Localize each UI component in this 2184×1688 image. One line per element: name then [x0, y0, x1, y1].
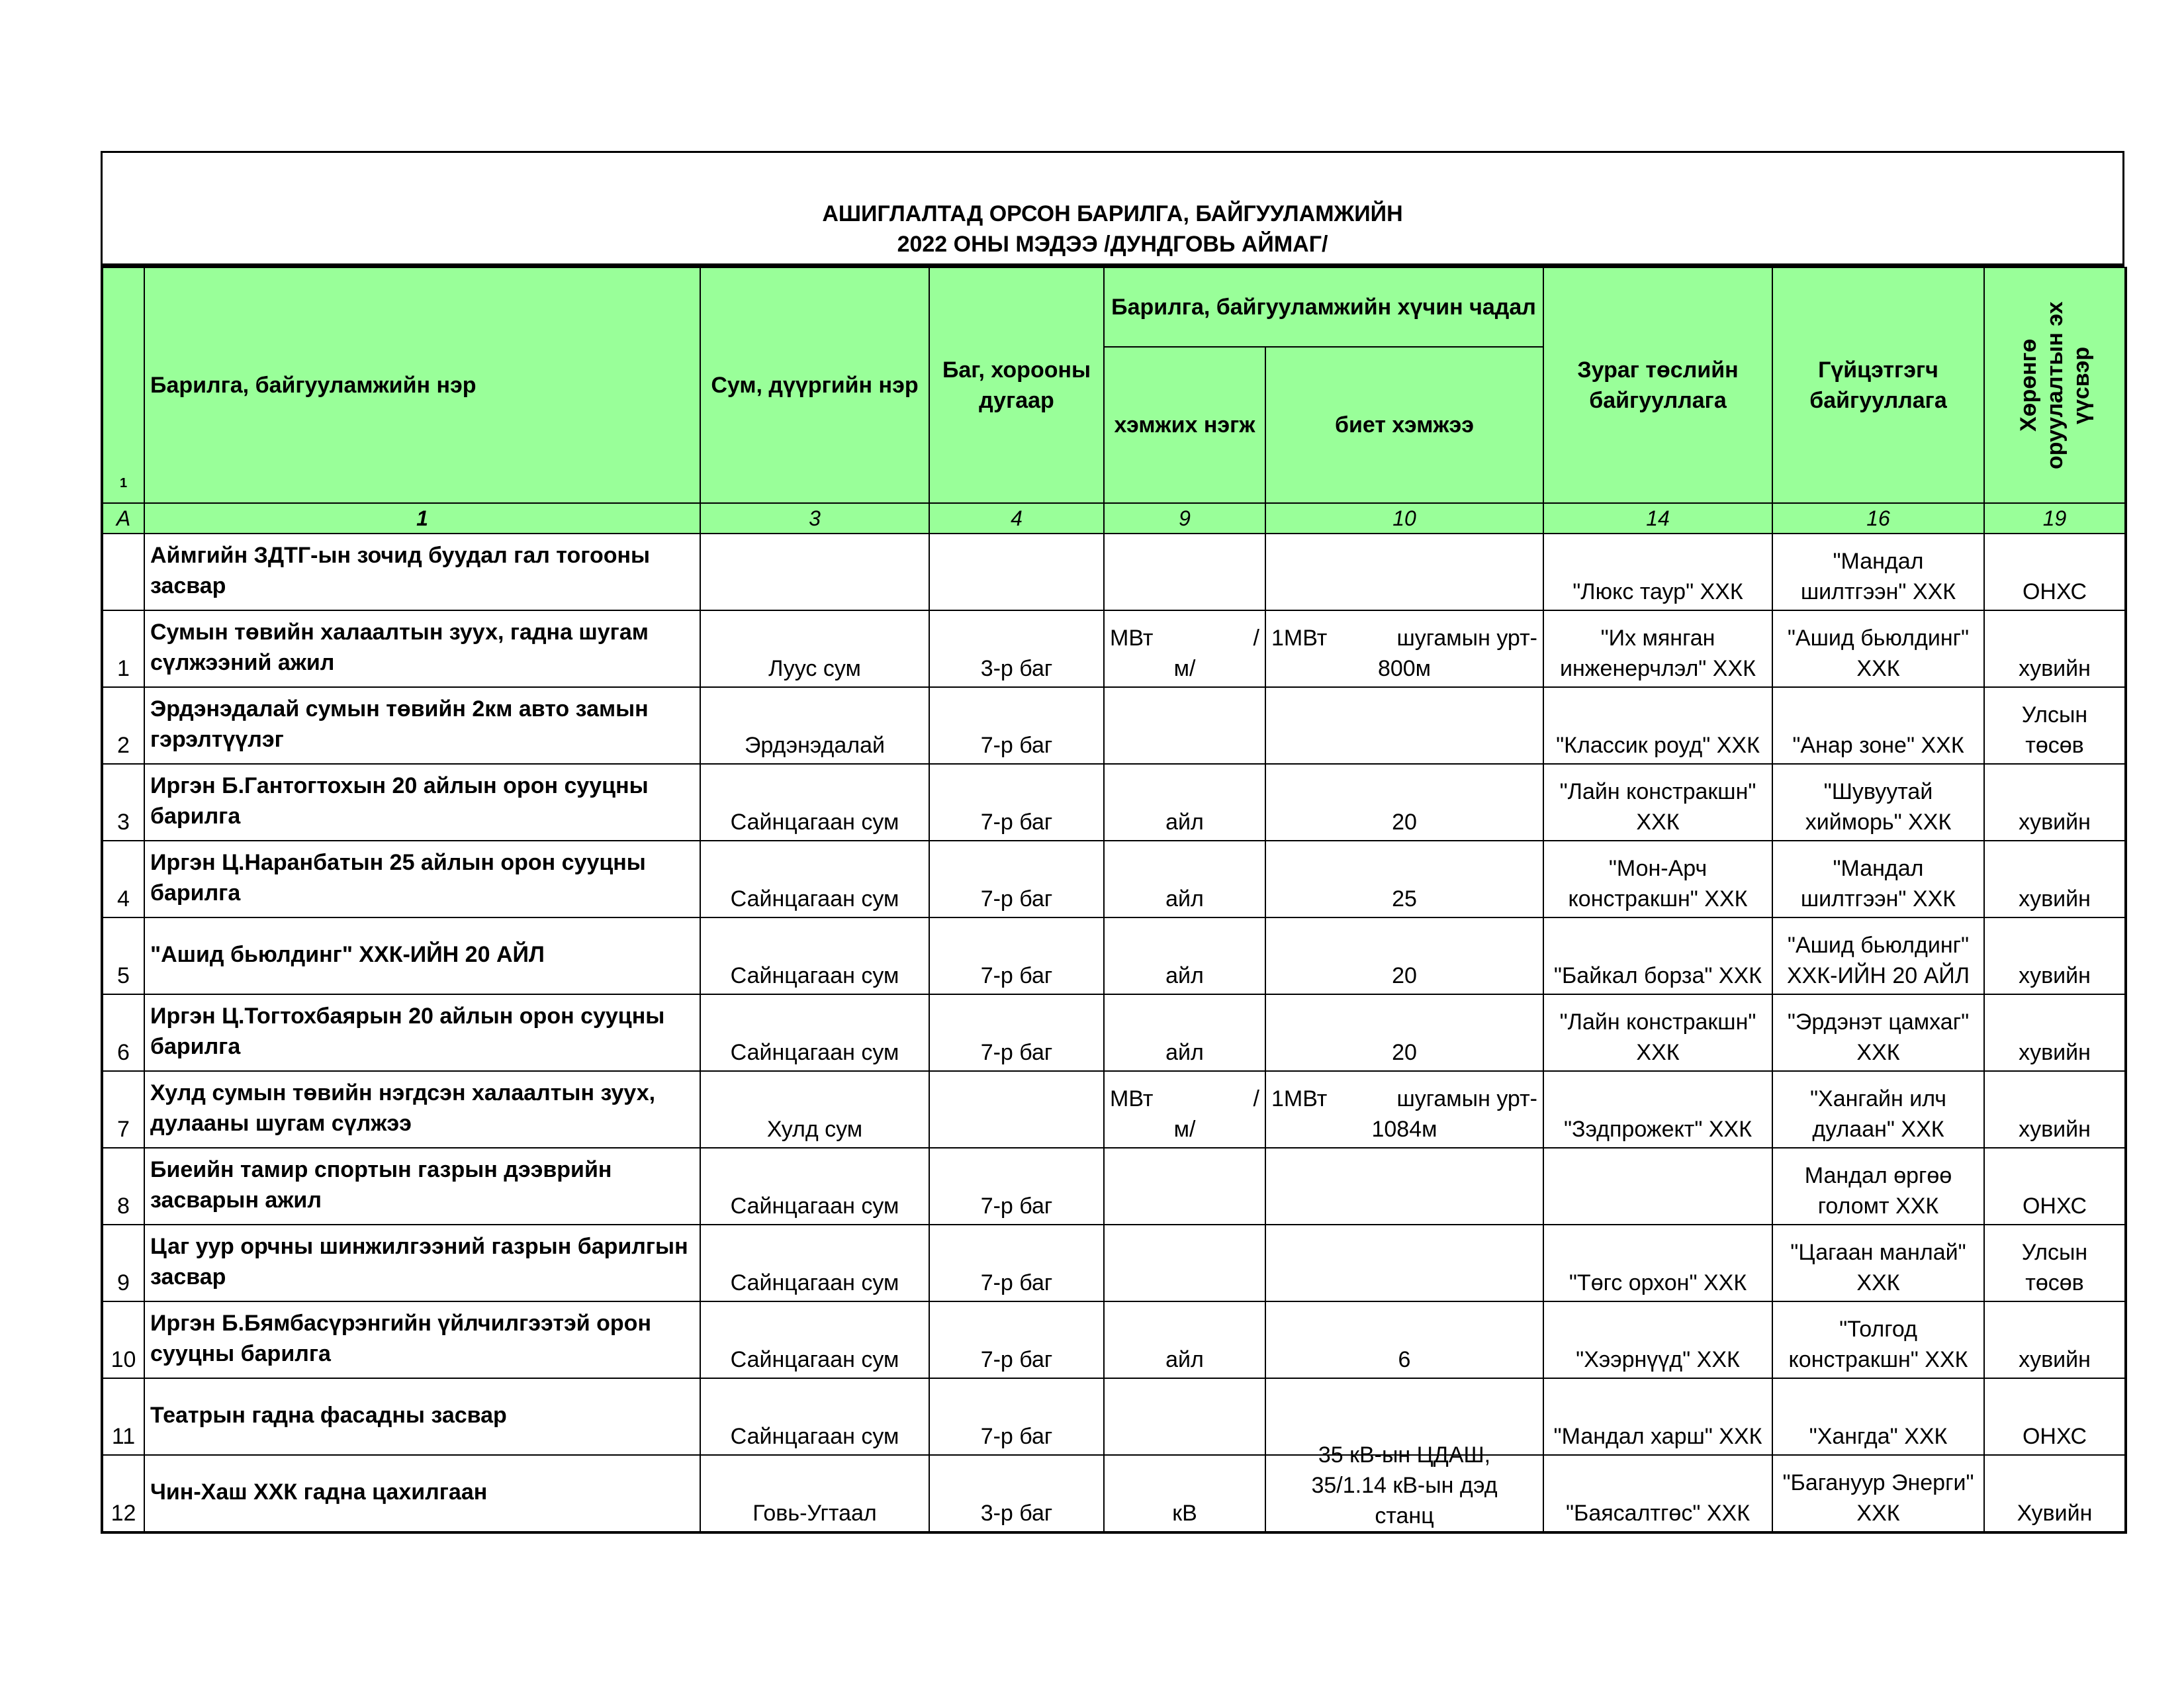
unit-part-c: м/: [1173, 656, 1196, 681]
funding-source: Улсын төсөв: [1984, 687, 2126, 764]
capacity-amount: [1265, 1442, 1543, 1532]
building-name: Эрдэнэдалай сумын төвийн 2км авто замын гэрэлтүүлэг: [144, 687, 700, 764]
funding-source: ОНХС: [1984, 534, 2126, 610]
funding-source: хувийн: [1984, 764, 2126, 841]
sum-name: Эрдэнэдалай: [700, 687, 929, 764]
table-row: [102, 1225, 2126, 1301]
capacity-amount: [1265, 1071, 1543, 1148]
sum-name: Сайнцагаан сум: [700, 841, 929, 917]
amount-line-mid: 35/1.14 кВ-ын дэд: [1311, 1473, 1498, 1498]
colnum-1: 1: [144, 503, 700, 534]
row-index: 1: [102, 610, 144, 687]
amount-part-a: 1МВт: [1271, 1086, 1328, 1111]
building-name: Иргэн Ц.Тогтохбаярын 20 айлын орон сууцны барилга: [144, 994, 700, 1071]
unit-part-a: МВт: [1110, 626, 1154, 651]
design-org: "Төгс орхон" ХХК: [1543, 1225, 1772, 1301]
header-contractor: Гүйцэтгэгч байгууллага: [1772, 267, 1984, 503]
bag-number: 7-р баг: [929, 1378, 1104, 1455]
row-index: 5: [102, 917, 144, 994]
header-name: Барилга, байгууламжийн нэр: [144, 267, 700, 503]
amount-part-b: шугамын урт-: [1396, 1086, 1537, 1111]
capacity-unit: [1104, 1148, 1265, 1225]
unit-split: [1110, 1084, 1259, 1114]
table-row: [102, 994, 2126, 1071]
row-index: 3: [102, 764, 144, 841]
row-index: 6: [102, 994, 144, 1071]
table-row: [102, 534, 2126, 610]
capacity-unit: [1104, 1071, 1265, 1148]
table-row: [102, 764, 2126, 841]
building-name: Биеийн тамир спортын газрын дээврийн засварын ажил: [144, 1148, 700, 1225]
bag-number: 7-р баг: [929, 994, 1104, 1071]
amount-clip-inner: [1266, 1440, 1543, 1531]
sum-name: [700, 534, 929, 610]
colnum-16: 16: [1772, 503, 1984, 534]
contractor-org: "Хангда" ХХК: [1772, 1378, 1984, 1455]
sum-name: Сайнцагаан сум: [700, 1225, 929, 1301]
sum-name: Сайнцагаан сум: [700, 764, 929, 841]
contractor-org: "Эрдэнэт цамхаг" ХХК: [1772, 994, 1984, 1071]
colnum-10: 10: [1265, 503, 1543, 534]
amount-part-c: 800м: [1377, 656, 1432, 681]
report-title-line2: 2022 ОНЫ МЭДЭЭ /ДУНДГОВЬ АЙМАГ/: [897, 232, 1328, 257]
building-name: Сумын төвийн халаалтын зуух, гадна шугам сүлжээний ажил: [144, 610, 700, 687]
table-row: [102, 1378, 2126, 1455]
table-row: [102, 1148, 2126, 1225]
unit-part-c: м/: [1173, 1117, 1196, 1142]
capacity-unit: [1104, 534, 1265, 610]
design-org: "Байкал борза" ХХК: [1543, 917, 1772, 994]
header-bag: Баг, хорооны дугаар: [929, 267, 1104, 503]
contractor-org: "Мандал шилтгээн" ХХК: [1772, 534, 1984, 610]
bag-number: 7-р баг: [929, 841, 1104, 917]
unit-split: [1110, 623, 1259, 653]
building-name: Чин-Хаш ХХК гадна цахилгаан: [144, 1455, 700, 1532]
contractor-org: "Шувуутай хийморь" ХХК: [1772, 764, 1984, 841]
capacity-amount: [1265, 687, 1543, 764]
design-org: "Зэдпрожект" ХХК: [1543, 1071, 1772, 1148]
header-capacity: Барилга, байгууламжийн хүчин чадал: [1104, 267, 1543, 347]
amount-part-b: шугамын урт-: [1396, 626, 1537, 651]
header-index: 1: [102, 267, 144, 503]
sum-name: Говь-Угтаал: [700, 1455, 929, 1532]
design-org: "Люкс таур" ХХК: [1543, 534, 1772, 610]
design-org: "Хээрнүүд" ХХК: [1543, 1301, 1772, 1378]
header-source: [1984, 267, 2126, 503]
table-row: [102, 610, 2126, 687]
capacity-amount: [1265, 610, 1543, 687]
funding-source: Хувийн: [1984, 1455, 2126, 1532]
capacity-unit: [1104, 687, 1265, 764]
funding-source: хувийн: [1984, 994, 2126, 1071]
header-unit: хэмжих нэгж: [1104, 347, 1265, 503]
table-row: [102, 687, 2126, 764]
amount-line-bot: станц: [1375, 1503, 1434, 1528]
contractor-org: "Анар зоне" ХХК: [1772, 687, 1984, 764]
building-name: Аймгийн ЗДТГ-ын зочид буудал гал тогооны засвар: [144, 534, 700, 610]
design-org: "Лайн констракшн" ХХК: [1543, 764, 1772, 841]
contractor-org: "Цагаан манлай" ХХК: [1772, 1225, 1984, 1301]
sum-name: Сайнцагаан сум: [700, 994, 929, 1071]
contractor-org: "Ашид бьюлдинг" ХХК: [1772, 610, 1984, 687]
capacity-unit: [1104, 610, 1265, 687]
row-index: 10: [102, 1301, 144, 1378]
building-name: Хулд сумын төвийн нэгдсэн халаалтын зуух, дулааны шугам сүлжээ: [144, 1071, 700, 1148]
colnum-14: 14: [1543, 503, 1772, 534]
report-title-box: [101, 151, 2124, 267]
funding-source: ОНХС: [1984, 1148, 2126, 1225]
funding-source: хувийн: [1984, 841, 2126, 917]
row-index: 9: [102, 1225, 144, 1301]
funding-source: Улсын төсөв: [1984, 1225, 2126, 1301]
capacity-amount: [1265, 1148, 1543, 1225]
sum-name: Сайнцагаан сум: [700, 1148, 929, 1225]
capacity-unit: [1104, 1378, 1265, 1455]
amount-part-a: 1МВт: [1271, 626, 1328, 651]
design-org: [1543, 1148, 1772, 1225]
table-row: [102, 841, 2126, 917]
header-design: Зураг төслийн байгууллага: [1543, 267, 1772, 503]
building-name: Цаг уур орчны шинжилгээний газрын барилгын засвар: [144, 1225, 700, 1301]
design-org: "Классик роуд" ХХК: [1543, 687, 1772, 764]
bag-number: 7-р баг: [929, 1225, 1104, 1301]
bag-number: 7-р баг: [929, 1301, 1104, 1378]
report-title-line1: АШИГЛАЛТАД ОРСОН БАРИЛГА, БАЙГУУЛАМЖИЙН: [822, 201, 1403, 226]
unit-part-a: МВт: [1110, 1086, 1154, 1111]
unit-part-b: /: [1253, 1086, 1259, 1111]
design-org: "Мон-Арч констракшн" ХХК: [1543, 841, 1772, 917]
sum-name: Сайнцагаан сум: [700, 1301, 929, 1378]
design-org: "Их мянган инженерчлэл" ХХК: [1543, 610, 1772, 687]
colnum-a: A: [102, 503, 144, 534]
bag-number: [929, 1071, 1104, 1148]
capacity-amount: 20: [1265, 994, 1543, 1071]
building-name: Иргэн Ц.Наранбатын 25 айлын орон сууцны барилга: [144, 841, 700, 917]
row-index: [102, 534, 144, 610]
capacity-unit: айл: [1104, 917, 1265, 994]
capacity-amount: 25: [1265, 841, 1543, 917]
capacity-unit: [1104, 1225, 1265, 1301]
header-amount: биет хэмжээ: [1265, 347, 1543, 503]
funding-source: хувийн: [1984, 1301, 2126, 1378]
amount-split: [1271, 623, 1537, 653]
capacity-unit: айл: [1104, 841, 1265, 917]
building-name: Иргэн Б.Бямбасүрэнгийн үйлчилгээтэй орон сууцны барилга: [144, 1301, 700, 1378]
row-index: 7: [102, 1071, 144, 1148]
row-index: 11: [102, 1378, 144, 1455]
funding-source: хувийн: [1984, 610, 2126, 687]
building-name: "Ашид бьюлдинг" ХХК-ИЙН 20 АЙЛ: [144, 917, 700, 994]
row-index: 2: [102, 687, 144, 764]
unit-part-b: /: [1253, 626, 1259, 651]
row-index: 8: [102, 1148, 144, 1225]
colnum-4: 4: [929, 503, 1104, 534]
building-name: Иргэн Б.Гантогтохын 20 айлын орон сууцны барилга: [144, 764, 700, 841]
capacity-unit: айл: [1104, 764, 1265, 841]
contractor-org: "Хангайн илч дулаан" ХХК: [1772, 1071, 1984, 1148]
contractor-org: "Толгод констракшн" ХХК: [1772, 1301, 1984, 1378]
capacity-amount: 20: [1265, 764, 1543, 841]
table-row: [102, 1455, 2126, 1532]
capacity-unit: айл: [1104, 1301, 1265, 1378]
design-org: "Лайн констракшн" ХХК: [1543, 994, 1772, 1071]
colnum-19: 19: [1984, 503, 2126, 534]
report-sheet: [101, 151, 2124, 1534]
contractor-org: "Ашид бьюлдинг" ХХК-ИЙН 20 АЙЛ: [1772, 917, 1984, 994]
funding-source: хувийн: [1984, 917, 2126, 994]
amount-split: [1271, 1084, 1537, 1114]
amount-line-top: 35 кВ-ын ЦДАШ,: [1318, 1442, 1491, 1468]
construction-table: [101, 267, 2127, 1534]
sum-name: Сайнцагаан сум: [700, 1378, 929, 1455]
table-row: [102, 917, 2126, 994]
capacity-amount: [1265, 1225, 1543, 1301]
bag-number: [929, 534, 1104, 610]
header-source-text: Хөрөнгө оруулалтын эх үүсвэр: [2015, 301, 2094, 469]
capacity-unit: айл: [1104, 994, 1265, 1071]
capacity-amount: [1265, 534, 1543, 610]
bag-number: 7-р баг: [929, 764, 1104, 841]
contractor-org: "Багануур Энерги" ХХК: [1772, 1455, 1984, 1532]
row-index: 4: [102, 841, 144, 917]
header-sum: Сум, дүүргийн нэр: [700, 267, 929, 503]
amount-part-c: 1084м: [1371, 1117, 1437, 1142]
funding-source: хувийн: [1984, 1071, 2126, 1148]
capacity-amount: 6: [1265, 1301, 1543, 1378]
amount-clip: [1266, 1442, 1543, 1531]
bag-number: 7-р баг: [929, 917, 1104, 994]
building-name: Театрын гадна фасадны засвар: [144, 1378, 700, 1455]
bag-number: 3-р баг: [929, 610, 1104, 687]
capacity-amount: 20: [1265, 917, 1543, 994]
design-org: "Баясалтгөс" ХХК: [1543, 1455, 1772, 1532]
sum-name: Луус сум: [700, 610, 929, 687]
bag-number: 7-р баг: [929, 1148, 1104, 1225]
bag-number: 3-р баг: [929, 1455, 1104, 1532]
capacity-unit: кВ: [1104, 1455, 1265, 1532]
colnum-9: 9: [1104, 503, 1265, 534]
table-row: [102, 1301, 2126, 1378]
contractor-org: Мандал өргөө голомт ХХК: [1772, 1148, 1984, 1225]
bag-number: 7-р баг: [929, 687, 1104, 764]
table-row: [102, 1071, 2126, 1148]
colnum-3: 3: [700, 503, 929, 534]
sum-name: Хулд сум: [700, 1071, 929, 1148]
funding-source: ОНХС: [1984, 1378, 2126, 1455]
column-number-row: [102, 503, 2126, 534]
design-org: "Мандал харш" ХХК: [1543, 1378, 1772, 1455]
sum-name: Сайнцагаан сум: [700, 917, 929, 994]
row-index: 12: [102, 1455, 144, 1532]
contractor-org: "Мандал шилтгээн" ХХК: [1772, 841, 1984, 917]
